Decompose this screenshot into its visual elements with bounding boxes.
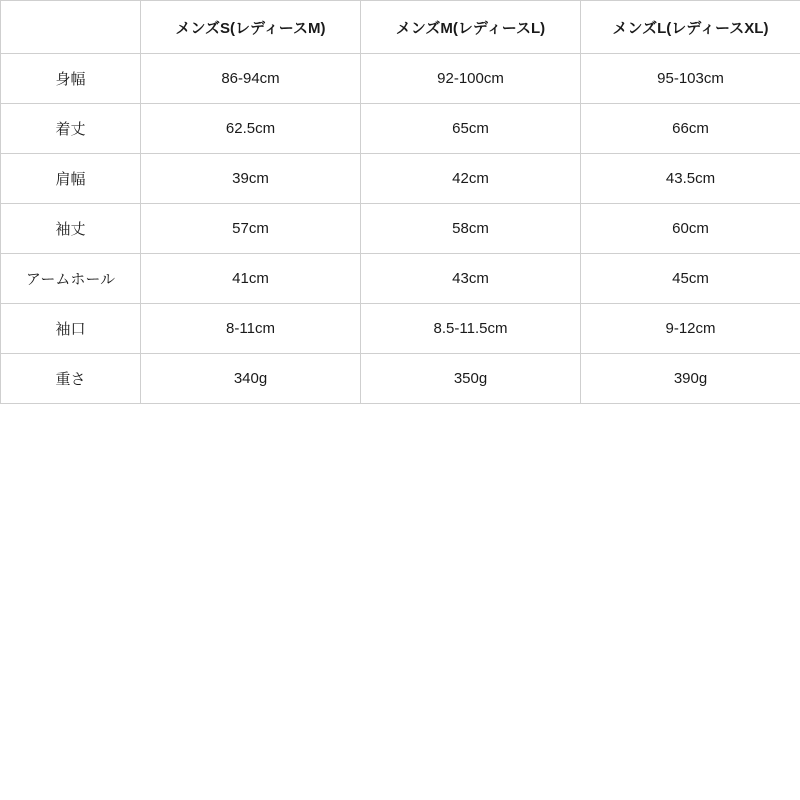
table-row (1, 354, 800, 404)
table-row (1, 154, 800, 204)
column-header-mens-s: メンズS(レディースM) (141, 1, 361, 54)
cell-shoulder-width-s: 39cm (141, 154, 361, 204)
table-body (1, 54, 800, 404)
cell-armhole-s: 41cm (141, 254, 361, 304)
cell-weight-s: 340g (141, 354, 361, 404)
row-label-length: 着丈 (1, 104, 141, 154)
row-label-armhole: アームホール (1, 254, 141, 304)
row-label-cuff: 袖口 (1, 304, 141, 354)
cell-length-s: 62.5cm (141, 104, 361, 154)
cell-cuff-m: 8.5-11.5cm (361, 304, 581, 354)
row-label-body-width: 身幅 (1, 54, 141, 104)
cell-body-width-s: 86-94cm (141, 54, 361, 104)
row-label-weight: 重さ (1, 354, 141, 404)
table-corner-cell (1, 1, 141, 54)
table-header-row (1, 1, 800, 54)
cell-weight-m: 350g (361, 354, 581, 404)
table-row (1, 254, 800, 304)
cell-shoulder-width-m: 42cm (361, 154, 581, 204)
cell-shoulder-width-l: 43.5cm (581, 154, 800, 204)
cell-length-m: 65cm (361, 104, 581, 154)
cell-armhole-m: 43cm (361, 254, 581, 304)
table-row (1, 54, 800, 104)
table-row (1, 304, 800, 354)
cell-length-l: 66cm (581, 104, 800, 154)
table-row (1, 104, 800, 154)
table-header (1, 1, 800, 54)
column-header-mens-l: メンズL(レディースXL) (581, 1, 800, 54)
cell-sleeve-length-l: 60cm (581, 204, 800, 254)
table-row (1, 204, 800, 254)
cell-cuff-l: 9-12cm (581, 304, 800, 354)
cell-weight-l: 390g (581, 354, 800, 404)
cell-cuff-s: 8-11cm (141, 304, 361, 354)
column-header-mens-m: メンズM(レディースL) (361, 1, 581, 54)
cell-body-width-m: 92-100cm (361, 54, 581, 104)
row-label-shoulder-width: 肩幅 (1, 154, 141, 204)
row-label-sleeve-length: 袖丈 (1, 204, 141, 254)
cell-sleeve-length-m: 58cm (361, 204, 581, 254)
cell-body-width-l: 95-103cm (581, 54, 800, 104)
cell-sleeve-length-s: 57cm (141, 204, 361, 254)
cell-armhole-l: 45cm (581, 254, 800, 304)
